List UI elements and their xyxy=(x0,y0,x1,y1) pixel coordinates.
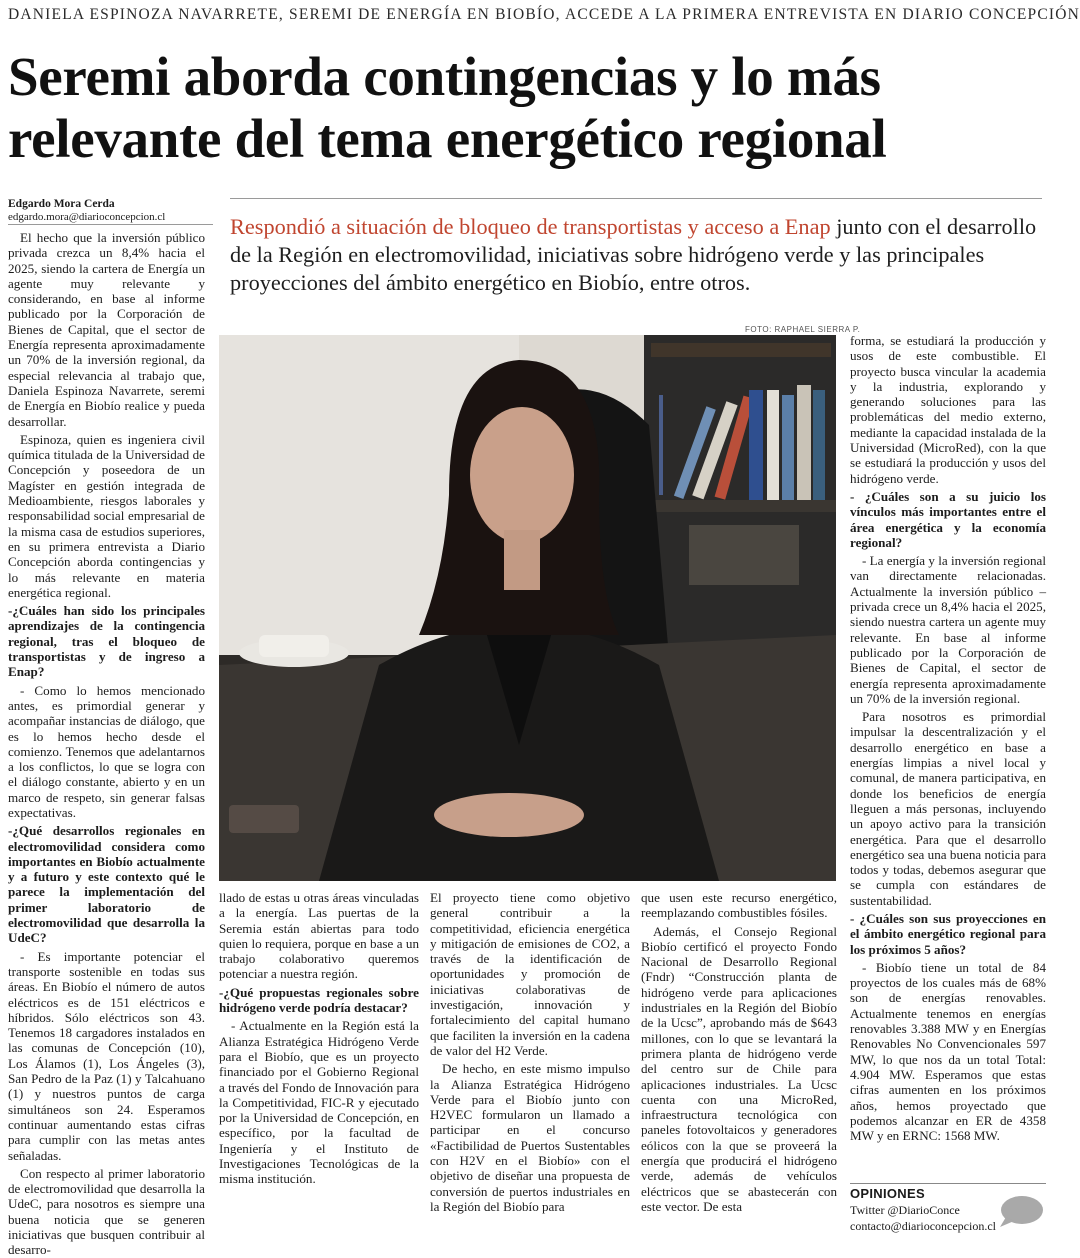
article-column-4 xyxy=(641,890,837,1235)
article-paragraph: Espinoza, quien es ingeniera civil química titulada de la Universidad de Concepción y poseedora de un Magíster en gestión integrada de Medioambiente, riesgos laborales y responsabilidad social empresarial de la misma casa de estudios superiores, en su primera entrevista a Diario Concepción aborda contingencias y lo más relevante en materia energética regional. xyxy=(8,431,205,600)
article-paragraph: forma, se estudiará la producción y usos de este combustible. El proyecto busca vincular la academia y la industria, explorando y generando soluciones para las problemáticas del medio externo, mediante la capacidad instalada de la Universidad (MicroRed), con la que se estudiará la producción y usos del hidrógeno verde. xyxy=(850,333,1046,486)
opinions-email[interactable]: contacto@diarioconcepcion.cl xyxy=(850,1219,996,1233)
photo-credit: FOTO: RAPHAEL SIERRA P. xyxy=(745,325,861,334)
opinions-box xyxy=(850,1183,1048,1243)
opinions-divider xyxy=(850,1183,1046,1184)
byline-divider xyxy=(8,224,213,225)
article-column-5 xyxy=(850,333,1046,1178)
article-paragraph: - La energía y la inversión regional van directamente relacionadas. Actualmente la inversión público – privada crece un 8,4% hacia el 2025, siendo nuestra cartera un agente muy relevante. En base al informe publicado por la Corporación de Bienes de Capital, el sector de energía representa aproximadamente un 70% de la inversión regional. xyxy=(850,553,1046,706)
interview-question: -¿Qué desarrollos regionales en electromovilidad considera como importantes en Biobío actualmente y a futuro y este contexto qué le parece la implementación del primer laboratorio de electromovilidad que desarrolla la UdeC? xyxy=(8,823,205,946)
interview-question: - ¿Cuáles son a su juicio los vínculos más importantes entre el área energética y la economía regional? xyxy=(850,488,1046,550)
byline-email[interactable]: edgardo.mora@diarioconcepcion.cl xyxy=(8,211,166,223)
article-paragraph: El hecho que la inversión público privada crezca un 8,4% hacia el 2025, siendo la cartera de Energía un agente muy relevante y considerando, en base al informe publicado por la Corporación de Bienes de Capital, que el sector de Energía representa aproximadamente un 70% de la inversión regional, da especial relevancia al trabajo que, Daniela Espinoza Navarrete, seremi de Energía en Biobío realice y pueda desarrollar. xyxy=(8,230,205,429)
article-paragraph: - Como lo hemos mencionado antes, es primordial generar y acompañar instancias de diálogo, que es lo hemos hecho desde el comienzo. Tenemos que adelantarnos a los conflictos, lo que se logra con el diálogo constante, abierto y en un marco de respeto, sin generar falsas expectativas. xyxy=(8,682,205,820)
article-column-1 xyxy=(8,230,205,1258)
opinions-twitter[interactable]: Twitter @DiarioConce xyxy=(850,1203,960,1217)
article-paragraph: que usen este recurso energético, reemplazando combustibles fósiles. xyxy=(641,890,837,921)
headline xyxy=(8,46,1048,170)
article-column-2 xyxy=(219,890,419,1235)
lede-divider xyxy=(230,198,1042,199)
speech-bubble-icon xyxy=(998,1195,1044,1229)
portrait-photo xyxy=(219,335,836,881)
article-paragraph: Para nosotros es primordial impulsar la descentralización y el desarrollo energético en base a energías limpias a nivel local y comunal, de manera participativa, en donde los beneficios de energía lleguen a más personas, incluyendo un apoyo activo para la transición energética. Para que el desarrollo energético sea una buena noticia para todos y todas, debemos asegurar que se cumpla con estándares de sustentabilidad. xyxy=(850,709,1046,908)
lede xyxy=(230,213,1045,297)
article-paragraph: llado de estas u otras áreas vinculadas a la energía. Las puertas de la Seremia están abiertas para todo quien lo requiera, porque en base a un trabajo colaborativo queremos potenciar a nuestra región. xyxy=(219,890,419,982)
interview-question: -¿Cuáles han sido los principales aprendizajes de la contingencia regional, tras el bloqueo de transportistas y de ingreso a Enap? xyxy=(8,603,205,680)
article-paragraph: El proyecto tiene como objetivo general contribuir a la competitividad, eficiencia energética y mitigación de emisiones de CO2, a través de la identificación de oportunidades y promoción de iniciativas colaborativas de investigación, innovación y fortalecimiento del capital humano que faciliten la inversión en la cadena de valor del H2 Verde. xyxy=(430,890,630,1058)
article-paragraph: Además, el Consejo Regional Biobío certificó el proyecto Fondo Nacional de Desarrollo Regional (Fndr) “Construcción planta de hidrógeno verde para aplicaciones industriales en la Región del Biobío de la Ucsc”, aprobando más de $643 millones, con lo que se levantará la primera planta de hidrógeno verde del centro sur de Chile para aplicaciones industriales. La Ucsc cuenta con una MicroRed, infraestructura tecnológica con paneles fotovoltaicos y generadores eólicos con la que se proveerá la energía que producirá el hidrógeno verde, además de vehículos eléctricos que se abastecerán con este vector. De esta xyxy=(641,923,837,1214)
lede-rest: junto con el desarrollo de la Región en electromovilidad, iniciativas sobre hidrógeno verde y las principales proyecciones del ámbito energético en Biobío, entre otros. xyxy=(230,214,1037,295)
headline-regular: Seremi aborda contingencias y xyxy=(8,46,732,107)
lede-highlight: Respondió a situación de bloqueo de transportistas y acceso a Enap xyxy=(230,214,831,239)
article-column-3 xyxy=(430,890,630,1235)
article-paragraph: - Biobío tiene un total de 84 proyectos de los cuales más de 68% son de energías renovables. Actualmente tenemos en energías renovables 3.388 MW y en Energías Renovables No Convencionales 597 MW, lo que nos da un total Total: 4.904 MW. Esperamos que estas cifras aumenten en los próximos años, hemos proyectado que podemos alcanzar en ER de 4358 MW y en ERNC: 1568 MW. xyxy=(850,959,1046,1144)
article-paragraph: Con respecto al primer laboratorio de electromovilidad que desarrolla la UdeC, para nosotros es siempre una buena noticia que se generen iniciativas que busquen contribuir al desarro- xyxy=(8,1165,205,1258)
interview-question: -¿Qué propuestas regionales sobre hidrógeno verde podría destacar? xyxy=(219,984,419,1016)
opinions-title: OPINIONES xyxy=(850,1186,925,1201)
interview-question: - ¿Cuáles son sus proyecciones en el ámbito energético regional para los próximos 5 años? xyxy=(850,910,1046,957)
kicker: DANIELA ESPINOZA NAVARRETE, SEREMI DE ENERGÍA EN BIOBÍO, ACCEDE A LA PRIMERA ENTREVISTA EN DIARIO CONCEPCIÓN xyxy=(8,6,1080,23)
article-paragraph: - Actualmente en la Región está la Alianza Estratégica Hidrógeno Verde para el Biobío, que es un proyecto financiado por el Gobierno Regional a través del Fondo de Innovación para la Competitividad, FIC-R y ejecutado por la Universidad de Concepción, en específico, por la facultad de Ingeniería y el Instituto de Investigaciones Tecnológicas de la misma institución. xyxy=(219,1018,419,1187)
byline-author: Edgardo Mora Cerda xyxy=(8,198,115,210)
headline-bold: lo más relevante del tema energético regional xyxy=(8,46,887,169)
article-paragraph: De hecho, en este mismo impulso la Alianza Estratégica Hidrógeno Verde para el Biobío junto con H2VEC formularon un llamado a participar en el concurso «Factibilidad de Puertos Sustentables con H2V en el Biobío» con el objetivo de diseñar una propuesta de conversión de puertos industriales en la Región del Biobío para xyxy=(430,1061,630,1214)
byline xyxy=(8,198,213,224)
article-paragraph: - Es importante potenciar el transporte sostenible en todas sus áreas. En Biobío el número de autos eléctricos es de 151 eléctricos e híbridos. Sólo eléctricos son 43. Tenemos 18 cargadores instalados en las comunas de Concepción (10), Los Álamos (1), Los Ángeles (3), San Pedro de la Paz (1) y Talcahuano (1) y nuestros puntos de carga simultáneos son 24. Esperamos continuar aumentando estas cifras para cumplir con las metas antes señaladas. xyxy=(8,948,205,1163)
portrait-illustration xyxy=(219,335,836,881)
